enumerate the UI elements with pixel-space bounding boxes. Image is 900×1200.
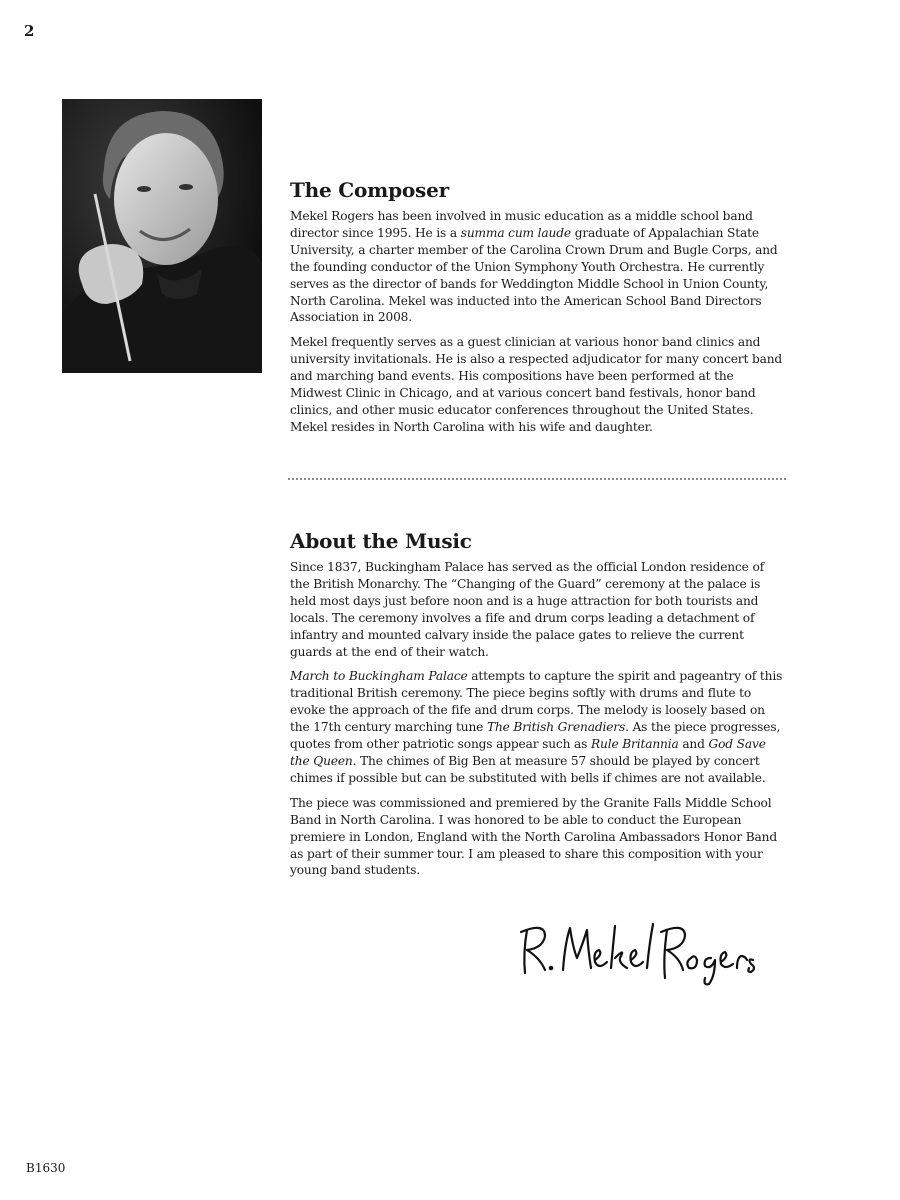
music-paragraph-2: March to Buckingham Palace attempts to capture the spirit and pageantry of this traditional British ceremony. The piece begins softly with drums and flute to evoke the approach of the fife and drum corps. The melody is loosely based on the 17th century marching tune The British Grenadiers. As the piece progresses, quotes from other patriotic songs appear such as Rule Britannia and God Save the Queen. The chimes of Big Ben at measure 57 should be played by concert chimes if possible but can be substituted with bells if chimes are not available.	[290, 669, 783, 785]
composer-section	[290, 177, 786, 444]
music-paragraph-1: Since 1837, Buckingham Palace has served as the official London residence of the British Monarchy. The “Changing of the Guard” ceremony at the palace is held most days just before noon and is a huge attraction for both tourists and locals. The ceremony involves a fife and drum corps leading a detachment of infantry and mounted calvary inside the palace gates to relieve the current guards at the end of their watch.	[290, 560, 764, 659]
section-divider	[288, 478, 786, 480]
composer-photo	[62, 99, 262, 373]
composer-paragraph-1: Mekel Rogers has been involved in music education as a middle school band director since 1995. He is a summa cum laude graduate of Appalachian State University, a charter member of the Carolina Crown Drum and Bugle Corps, and the founding conductor of the Union Symphony Youth Orchestra. He currently serves as the director of bands for Weddington Middle School in Union County, North Carolina. Mekel was inducted into the American School Band Directors Association in 2008.	[290, 209, 778, 325]
page-number: 2	[24, 22, 35, 40]
music-paragraph-3: The piece was commissioned and premiered by the Granite Falls Middle School Band in North Carolina. I was honored to be able to conduct the European premiere in London, England with the North Carolina Ambassadors Honor Band as part of their summer tour. I am pleased to share this composition with your young band students.	[290, 795, 777, 878]
music-heading: About the Music	[290, 529, 472, 553]
catalog-code: B1630	[26, 1161, 66, 1175]
composer-paragraph-2: Mekel frequently serves as a guest clinician at various honor band clinics and university invitationals. He is also a respected adjudicator for many concert band and marching band events. His compositions have been performed at the Midwest Clinic in Chicago, and at various concert band festivals, honor band clinics, and other music educator conferences throughout the United States. Mekel resides in North Carolina with his wife and daughter.	[290, 335, 783, 434]
composer-heading: The Composer	[290, 178, 449, 202]
signature-icon	[515, 918, 765, 988]
music-section	[290, 528, 786, 887]
